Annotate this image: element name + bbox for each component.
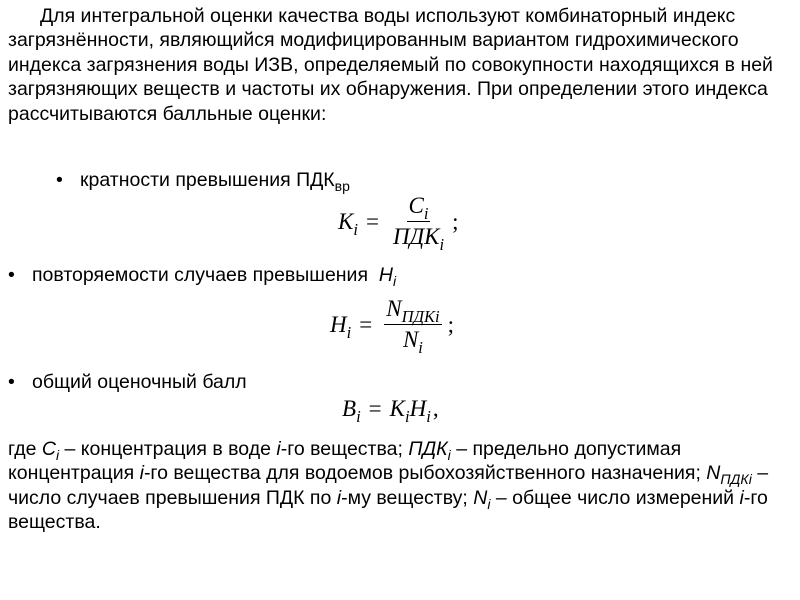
formula-h-lhs: $H_i$ <box>330 311 352 342</box>
bullet-variable: $H_i$ <box>378 264 397 289</box>
formula-k-lhs: $K_i$ <box>338 208 358 239</box>
formula-k-punct: ; <box>452 208 459 234</box>
bullet-povtoryaemost <box>8 263 396 287</box>
formula-b <box>342 396 439 426</box>
formula-k <box>338 193 459 254</box>
formula-k-denominator: $ПДК_i$ <box>392 224 445 254</box>
var-pdk: $ПДК_i$ <box>408 438 451 463</box>
formula-h-fraction <box>384 296 441 357</box>
formula-b-lhs: $B_i$ <box>342 396 361 426</box>
formula-k-eq: = <box>365 208 379 234</box>
formula-b-punct: , <box>432 396 439 421</box>
bullet-text: общий оценочный балл <box>32 371 247 393</box>
var-i: i <box>739 486 744 509</box>
bullet-subscript: вр <box>334 177 350 194</box>
bullet-kratnost <box>56 168 350 192</box>
intro-paragraph: Для интегральной оценки качества воды используют комбинаторный индекс загрязнённости, являющийся модифицированным вариантом гидрохимического индекса загрязнения воды ИЗВ, определяемый по совокупности находящихся в ней загрязняющих веществ и частоты их обнаружения. При определении этого индекса рассчитываются балльные оценки: <box>8 5 773 125</box>
formula-h-punct: ; <box>447 311 455 337</box>
var-n-pdk: $N_{ПДКi}$ <box>706 462 752 488</box>
formula-k-fraction <box>391 193 446 254</box>
var-i: i <box>139 462 144 485</box>
bullet-dot: • <box>8 264 15 286</box>
formula-h-denominator: $N_i$ <box>402 327 423 357</box>
bullet-dot: • <box>8 371 15 393</box>
formula-h-numerator: $N_{ПДКi}$ <box>386 296 440 326</box>
bullet-dot: • <box>56 169 63 191</box>
bullet-obshchiy-ball <box>8 370 247 394</box>
definitions-paragraph: где $C_i$ – концентрация в воде i-го вещества; $ПДК_i$ – предельно допустимая концентрация i-го вещества для водоемов рыбохозяйственного назначения; $N_{ПДКi}$ – число случаев превышения ПДК по i-му веществу; $N_i$ – общее число измерений i-го вещества. <box>8 438 769 534</box>
formula-b-rhs: $K_iH_i$ <box>389 396 431 426</box>
bullet-text: повторяемости случаев превышения <box>32 264 369 286</box>
formula-k-numerator: $C_i$ <box>408 193 429 223</box>
formula-h <box>330 296 455 357</box>
var-c: $C_i$ <box>41 438 60 463</box>
formula-h-eq: = <box>359 311 373 337</box>
formula-b-eq: = <box>368 396 382 421</box>
var-n: $N_i$ <box>473 486 491 512</box>
bullet-text: кратности превышения ПДК <box>80 169 335 191</box>
var-i: i <box>336 486 342 509</box>
var-i: i <box>276 438 281 460</box>
